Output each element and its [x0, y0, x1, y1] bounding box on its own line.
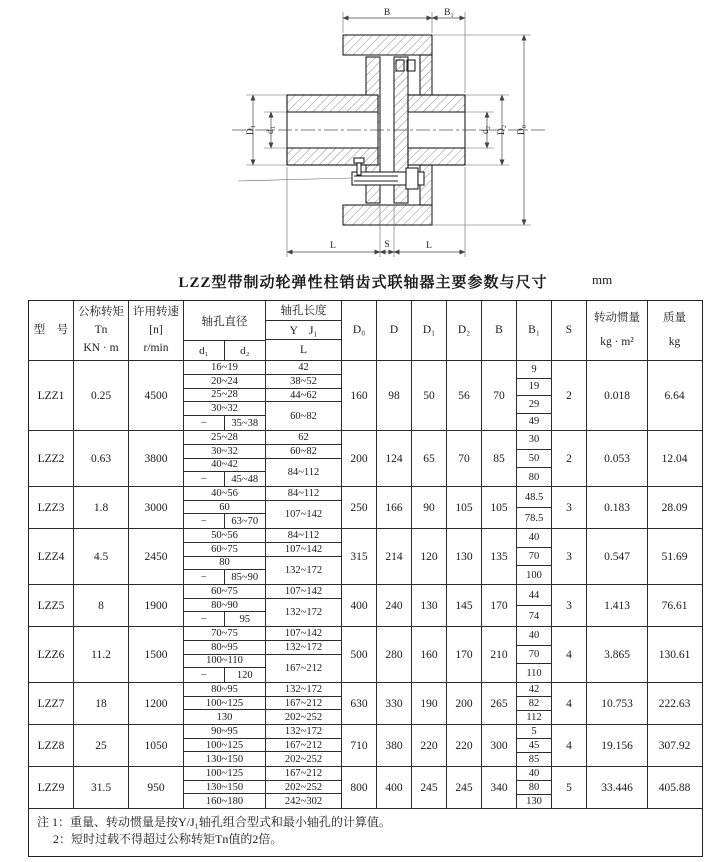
col-header-d1: d₁	[184, 341, 225, 360]
cell-mass: 222.63	[658, 697, 691, 710]
cell-speed: 950	[129, 767, 184, 808]
col-header-D2: D₂	[447, 301, 482, 360]
dim-label-B1: B₁	[444, 8, 454, 18]
table-row	[29, 627, 702, 683]
b1-row: 50	[517, 450, 551, 469]
dim-label-d2: d₂	[481, 125, 491, 135]
bore-l-row: 132~172	[284, 606, 323, 618]
cell-speed: 3800	[129, 431, 184, 486]
cell-D0: 630	[342, 683, 377, 724]
bore-d-row: 20~24	[184, 375, 265, 389]
bore-l-col	[266, 767, 341, 808]
cell-inertia: 1.413	[587, 585, 648, 626]
coupling-drawing	[0, 0, 726, 270]
dim-label-D1: D₁	[246, 124, 256, 136]
cell-D1: 50	[412, 361, 447, 430]
cell-inertia: 0.183	[587, 487, 648, 528]
cell-mass: 307.92	[658, 739, 691, 752]
bore-l-row: 107~142	[284, 508, 323, 520]
bore-d1-cell: −	[184, 472, 225, 486]
bore-d-row: 25~28	[184, 389, 265, 403]
mass-header-unit: kg	[668, 336, 681, 348]
bore-l-col	[266, 431, 341, 486]
bore-d-row: 16~19	[184, 361, 265, 375]
bore-l-row: 84~112	[287, 466, 320, 478]
cell-model: LZZ5	[29, 585, 74, 626]
cell-B: 105	[482, 487, 517, 528]
cell-D0: 250	[342, 487, 377, 528]
cell-inertia: 33.446	[587, 767, 648, 808]
bore-d-row: 70~75	[184, 627, 265, 641]
cell-inertia: 0.018	[587, 361, 648, 430]
bore-l-col	[266, 627, 341, 682]
cell-torque: 18	[74, 683, 129, 724]
brake-drum-top-rim	[343, 35, 432, 55]
cell-B: 265	[482, 683, 517, 724]
b1-row: 49	[528, 416, 540, 428]
col-header-B1: B₁	[517, 301, 552, 360]
col-header-torque	[74, 301, 129, 360]
cell-S: 4	[552, 683, 587, 724]
bore-l-row: 107~142	[266, 585, 341, 599]
bore-d-col	[184, 627, 266, 682]
b1-row: 74	[528, 610, 540, 622]
bore-l-col	[266, 487, 341, 528]
b1-row: 19	[517, 379, 551, 397]
locking-pin	[354, 158, 364, 163]
cell-inertia: 3.865	[587, 627, 648, 682]
inertia-header-cn: 转动惯量	[594, 312, 640, 324]
b1-row: 80	[528, 471, 540, 483]
bore-l-row: 42	[266, 361, 341, 375]
cell-D1: 220	[412, 725, 447, 766]
cell-D: 166	[377, 487, 412, 528]
cell-model: LZZ7	[29, 683, 74, 724]
cell-speed: 1900	[129, 585, 184, 626]
unit-label: mm	[592, 272, 613, 287]
cell-B: 210	[482, 627, 517, 682]
cell-inertia: 0.547	[587, 529, 648, 584]
torque-header-unit: KN · m	[83, 342, 119, 354]
bore-l-row: 132~172	[266, 725, 341, 739]
bore-d-col	[184, 767, 266, 808]
bore-l-row: 60~82	[266, 445, 341, 459]
bore-block	[184, 683, 342, 724]
notes	[29, 809, 702, 856]
inertia-header-unit: kg · m²	[600, 336, 634, 348]
cell-D: 400	[377, 767, 412, 808]
bore-d-col	[184, 585, 266, 626]
torque-header-cn: 公称转矩	[78, 306, 124, 318]
title-row	[0, 271, 726, 292]
cell-torque: 11.2	[74, 627, 129, 682]
bore-d1-cell: −	[184, 570, 225, 584]
cell-S: 5	[552, 767, 587, 808]
dim-label-L-right: L	[426, 241, 432, 251]
bore-d-row: 90~95	[184, 725, 265, 739]
bore-d-row: 40~42	[184, 459, 265, 473]
cell-D2: 130	[447, 529, 482, 584]
cell-D2: 105	[447, 487, 482, 528]
dim-label-D2: D₂	[497, 124, 507, 136]
table-row	[29, 529, 702, 585]
cell-model: LZZ4	[29, 529, 74, 584]
cell-torque: 0.25	[74, 361, 129, 430]
bore-dia-title: 轴孔直径	[184, 301, 265, 341]
bore-d-row: 100~125	[184, 739, 265, 753]
col-header-inertia	[587, 301, 648, 360]
bore-block	[184, 361, 342, 430]
b1-block	[517, 529, 552, 584]
bore-d-row: 80~95	[184, 683, 265, 697]
b1-row: 40	[517, 767, 551, 781]
b1-row: 40	[517, 627, 551, 646]
cell-model: LZZ8	[29, 725, 74, 766]
table-row	[29, 361, 702, 431]
bore-d-row: 50~56	[184, 529, 265, 543]
bore-l-row: 202~252	[266, 781, 341, 795]
table-row	[29, 585, 702, 627]
cell-S: 3	[552, 529, 587, 584]
bore-d-row: 80~90	[184, 599, 265, 613]
cell-mass: 51.69	[661, 550, 688, 563]
bore-d-row: 60~75	[184, 543, 265, 557]
bore-d2-cell: 95	[239, 613, 250, 625]
cell-B: 85	[482, 431, 517, 486]
cell-D: 214	[377, 529, 412, 584]
cell-D1: 130	[412, 585, 447, 626]
bore-block	[184, 487, 342, 528]
col-header-model: 型 号	[29, 301, 74, 360]
dim-label-D0: D₀	[517, 124, 527, 136]
dim-label-B: B	[383, 8, 391, 18]
cell-D0: 500	[342, 627, 377, 682]
cell-D: 124	[377, 431, 412, 486]
col-header-D: D	[377, 301, 412, 360]
bore-d1-cell: −	[184, 668, 225, 682]
bore-d-row: 60	[184, 501, 265, 515]
brake-drum-bottom-rim	[343, 205, 432, 225]
cell-D1: 160	[412, 627, 447, 682]
bore-l-row: 202~252	[284, 753, 323, 765]
bore-d-col	[184, 683, 266, 724]
bore-l-row: 167~212	[266, 697, 341, 711]
cell-D2: 220	[447, 725, 482, 766]
bore-d-row	[184, 514, 265, 528]
bore-d-row: 25~28	[184, 431, 265, 445]
b1-row: 45	[517, 739, 551, 753]
dim-label-d1: d₁	[266, 125, 276, 135]
cell-D: 280	[377, 627, 412, 682]
cell-model: LZZ1	[29, 361, 74, 430]
bore-l-row: 84~112	[266, 529, 341, 543]
bore-block	[184, 627, 342, 682]
bore-len-yj1: Y J₁	[266, 321, 341, 341]
bore-l-row: 242~302	[284, 795, 323, 807]
cell-D2: 170	[447, 627, 482, 682]
cell-torque: 8	[74, 585, 129, 626]
cell-S: 2	[552, 361, 587, 430]
bore-block	[184, 431, 342, 486]
bore-d2-cell: 120	[236, 669, 253, 681]
b1-row: 5	[517, 725, 551, 739]
b1-block	[517, 585, 552, 626]
cell-speed: 1500	[129, 627, 184, 682]
table-row	[29, 767, 702, 809]
bore-l-row: 107~142	[266, 543, 341, 557]
cell-D1: 190	[412, 683, 447, 724]
b1-row: 85	[528, 754, 540, 765]
bore-d-row: 80	[184, 557, 265, 571]
cell-speed: 2450	[129, 529, 184, 584]
cell-mass: 6.64	[664, 389, 685, 402]
cell-D1: 65	[412, 431, 447, 486]
b1-row: 48.5	[517, 487, 551, 508]
bore-l-col	[266, 529, 341, 584]
cell-model: LZZ2	[29, 431, 74, 486]
cell-mass: 12.04	[661, 452, 688, 465]
cell-inertia: 10.753	[587, 683, 648, 724]
cell-S: 4	[552, 627, 587, 682]
bore-d-row: 160~180	[205, 795, 244, 807]
cell-mass: 28.09	[661, 501, 688, 514]
b1-row: 80	[517, 781, 551, 795]
b1-row: 130	[526, 796, 542, 807]
cell-torque: 4.5	[74, 529, 129, 584]
cell-S: 3	[552, 585, 587, 626]
b1-row: 110	[526, 667, 542, 679]
cell-model: LZZ9	[29, 767, 74, 808]
bore-l-row: 132~172	[284, 564, 323, 576]
col-header-D1: D₁	[412, 301, 447, 360]
col-header-D0: D₀	[342, 301, 377, 360]
b1-row: 44	[517, 585, 551, 606]
bore-l-row: 132~172	[266, 641, 341, 655]
bore-d-col	[184, 487, 266, 528]
dim-label-S: S	[384, 240, 390, 250]
bore-l-row: 167~212	[266, 739, 341, 753]
table-header	[29, 301, 702, 361]
bore-d-col	[184, 361, 266, 430]
bore-l-col	[266, 725, 341, 766]
table-row	[29, 683, 702, 725]
bore-d-row: 30~32	[184, 445, 265, 459]
page-title: LZZ型带制动轮弹性柱销齿式联轴器主要参数与尺寸	[178, 275, 548, 291]
b1-row: 112	[526, 712, 542, 723]
b1-block	[517, 361, 552, 430]
bore-d-row: 30~32	[184, 402, 265, 416]
drum-web-top	[420, 55, 432, 95]
b1-row: 100	[526, 569, 542, 581]
cell-D1: 120	[412, 529, 447, 584]
b1-row: 9	[517, 361, 551, 379]
dim-label-L-left: L	[330, 241, 336, 251]
bore-d2-cell: 63~70	[231, 515, 259, 527]
cell-B: 170	[482, 585, 517, 626]
bore-d-row: 100~125	[184, 697, 265, 711]
bore-len-title: 轴孔长度	[266, 301, 341, 321]
b1-row: 70	[517, 646, 551, 665]
table-row	[29, 431, 702, 487]
b1-row: 42	[517, 683, 551, 697]
bore-block	[184, 767, 342, 808]
cell-torque: 1.8	[74, 487, 129, 528]
note-line-1: 注 1：重量、转动惯量是按Y/J₁轴孔组合型式和最小轴孔的计算值。	[37, 815, 391, 829]
bore-l-row: 107~142	[266, 627, 341, 641]
col-header-mass	[648, 301, 701, 360]
table-row	[29, 487, 702, 529]
cell-D2: 200	[447, 683, 482, 724]
bore-l-row: 44~62	[266, 389, 341, 403]
bore-l-row: 84~112	[266, 487, 341, 501]
cell-D0: 710	[342, 725, 377, 766]
b1-row: 30	[517, 431, 551, 450]
spec-table	[28, 300, 703, 857]
b1-block	[517, 627, 552, 682]
bore-l-col	[266, 361, 341, 430]
cell-D0: 400	[342, 585, 377, 626]
bore-d-row	[184, 472, 265, 486]
cell-D0: 315	[342, 529, 377, 584]
b1-row: 78.5	[524, 512, 544, 524]
bore-l-row: 167~212	[284, 662, 323, 674]
bore-l-row: 38~52	[266, 375, 341, 389]
speed-header-cn: 许用转速	[133, 306, 179, 318]
cell-speed: 4500	[129, 361, 184, 430]
cell-D: 98	[377, 361, 412, 430]
b1-row: 29	[517, 396, 551, 414]
cell-D0: 160	[342, 361, 377, 430]
bore-d2-cell: 85~90	[231, 571, 259, 583]
b1-row: 40	[517, 529, 551, 548]
cell-D: 380	[377, 725, 412, 766]
cell-S: 3	[552, 487, 587, 528]
cell-speed: 3000	[129, 487, 184, 528]
bore-l-col	[266, 585, 341, 626]
cell-inertia: 19.156	[587, 725, 648, 766]
cell-model: LZZ3	[29, 487, 74, 528]
bore-d-row: 80~95	[184, 641, 265, 655]
bore-l-row: 167~212	[266, 767, 341, 781]
bore-d-row: 100~125	[184, 767, 265, 781]
bore-l-row: 62	[266, 431, 341, 445]
bore-d-col	[184, 725, 266, 766]
pin-nut	[406, 168, 418, 189]
bore-block	[184, 529, 342, 584]
bore-d-row: 130~150	[205, 753, 244, 765]
cell-D0: 800	[342, 767, 377, 808]
cell-speed: 1050	[129, 725, 184, 766]
cell-S: 2	[552, 431, 587, 486]
cell-D: 240	[377, 585, 412, 626]
cell-D1: 90	[412, 487, 447, 528]
b1-block	[517, 767, 552, 808]
cell-D0: 200	[342, 431, 377, 486]
cell-torque: 31.5	[74, 767, 129, 808]
bore-l-col	[266, 683, 341, 724]
bore-d2-cell: 45~48	[231, 473, 259, 485]
cell-D2: 245	[447, 767, 482, 808]
bore-d-col	[184, 529, 266, 584]
cell-torque: 0.63	[74, 431, 129, 486]
bore-l-row: 202~252	[284, 711, 323, 723]
col-header-B: B	[482, 301, 517, 360]
mass-header-cn: 质量	[663, 312, 686, 324]
bore-d-row	[184, 612, 265, 626]
col-header-bore-dia	[184, 301, 266, 360]
bore-d-row	[184, 416, 265, 430]
col-header-d2: d₂	[240, 344, 250, 357]
cell-B: 135	[482, 529, 517, 584]
bore-d1-cell: −	[184, 416, 225, 430]
bore-d-row: 130~150	[184, 781, 265, 795]
cell-B: 300	[482, 725, 517, 766]
table-body	[29, 361, 702, 809]
bore-d-row: 130	[216, 711, 233, 723]
cell-speed: 1200	[129, 683, 184, 724]
pin-leader-line	[238, 178, 352, 181]
b1-row: 70	[517, 548, 551, 567]
bore-block	[184, 585, 342, 626]
cell-mass: 130.61	[658, 648, 691, 661]
bore-d1-cell: −	[184, 612, 225, 626]
bore-d1-cell: −	[184, 514, 225, 528]
b1-row: 82	[517, 697, 551, 711]
bore-d-col	[184, 431, 266, 486]
cell-model: LZZ6	[29, 627, 74, 682]
b1-block	[517, 683, 552, 724]
torque-header-sym: Tn	[94, 324, 108, 336]
bore-d-row: 100~110	[184, 655, 265, 669]
b1-block	[517, 431, 552, 486]
cell-torque: 25	[74, 725, 129, 766]
b1-block	[517, 487, 552, 528]
col-header-S: S	[552, 301, 587, 360]
speed-header-unit: r/min	[143, 342, 169, 354]
table-row	[29, 725, 702, 767]
bore-d-row	[184, 668, 265, 682]
cell-D2: 145	[447, 585, 482, 626]
col-header-bore	[184, 301, 342, 360]
cell-S: 4	[552, 725, 587, 766]
bore-d2-cell: 35~38	[231, 417, 259, 429]
cell-inertia: 0.053	[587, 431, 648, 486]
cell-D1: 245	[412, 767, 447, 808]
bore-len-l: L	[299, 344, 308, 357]
cell-D2: 70	[447, 431, 482, 486]
bore-d-row: 60~75	[184, 585, 265, 599]
bore-l-row: 132~172	[266, 683, 341, 697]
col-header-bore-len	[266, 301, 341, 360]
cell-D2: 56	[447, 361, 482, 430]
col-header-speed	[129, 301, 184, 360]
speed-header-sym: [n]	[149, 324, 163, 336]
cell-mass: 405.88	[658, 781, 691, 794]
bore-block	[184, 725, 342, 766]
bore-d-row: 40~56	[184, 487, 265, 501]
cell-D: 330	[377, 683, 412, 724]
bore-l-row: 60~82	[290, 410, 317, 422]
cell-mass: 76.61	[661, 599, 688, 612]
b1-block	[517, 725, 552, 766]
cell-B: 340	[482, 767, 517, 808]
cell-B: 70	[482, 361, 517, 430]
bore-d-row	[184, 570, 265, 584]
note-line-2: 2：短时过载不得超过公称转矩Tn值的2倍。	[53, 832, 283, 846]
